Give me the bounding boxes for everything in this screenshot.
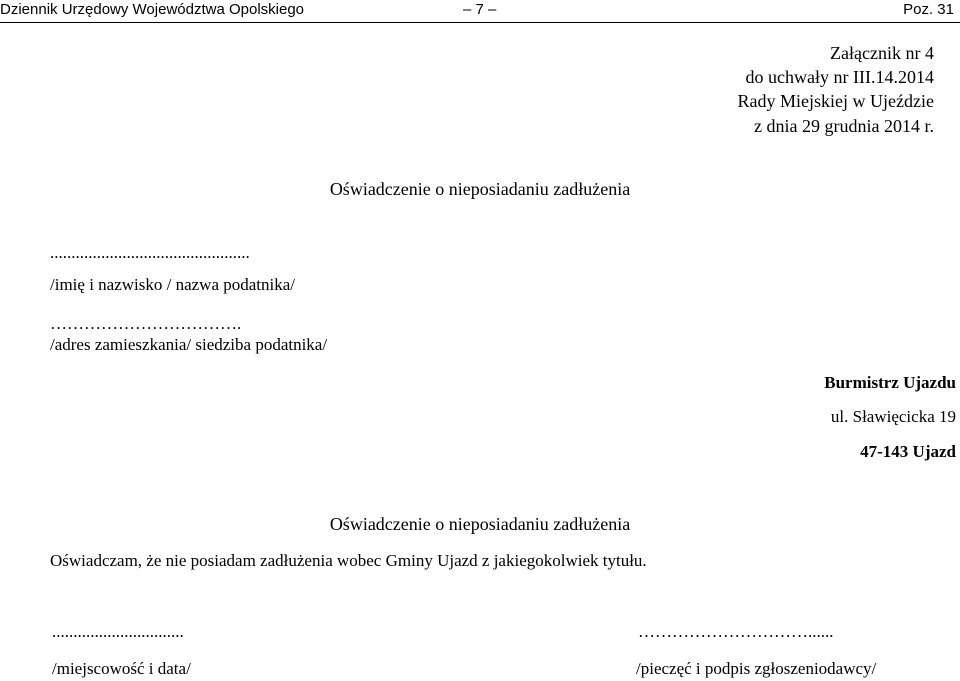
statement-heading: Oświadczenie o nieposiadaniu zadłużenia — [329, 514, 631, 534]
annex-resolution: do uchwały nr III.14.2014 — [745, 67, 934, 87]
statement-text: Oświadczam, że nie posiadam zadłużenia wobec Gminy Ujazd z jakiegokolwiek tytułu. — [50, 551, 647, 570]
page-number: – 7 – — [463, 1, 497, 18]
place-date-label: /miejscowość i data/ — [52, 659, 191, 678]
annex-number: Załącznik nr 4 — [830, 43, 934, 63]
place-date-field: ............................... — [52, 622, 184, 641]
annex-date: z dnia 29 grudnia 2014 r. — [754, 116, 934, 136]
header-divider — [0, 22, 960, 23]
journal-title: Dziennik Urzędowy Województwa Opolskiego — [0, 1, 305, 18]
document-heading: Oświadczenie o nieposiadaniu zadłużenia — [329, 179, 631, 199]
taxpayer-address-field: ……………………………. — [50, 314, 242, 333]
recipient-city: 47-143 Ujazd — [860, 442, 956, 461]
position-number: Poz. 31 — [903, 1, 954, 18]
taxpayer-address-label: /adres zamieszkania/ siedziba podatnika/ — [50, 335, 328, 354]
signature-label: /pieczęć i podpis zgłoszeniodawcy/ — [636, 659, 877, 678]
annex-council: Rady Miejskiej w Ujeździe — [737, 91, 934, 111]
recipient-name: Burmistrz Ujazdu — [824, 373, 956, 392]
signature-field: …………………………...... — [638, 622, 834, 641]
recipient-street: ul. Sławięcicka 19 — [830, 407, 956, 426]
taxpayer-name-field: ............................................... — [50, 243, 250, 262]
taxpayer-name-label: /imię i nazwisko / nazwa podatnika/ — [50, 275, 296, 294]
